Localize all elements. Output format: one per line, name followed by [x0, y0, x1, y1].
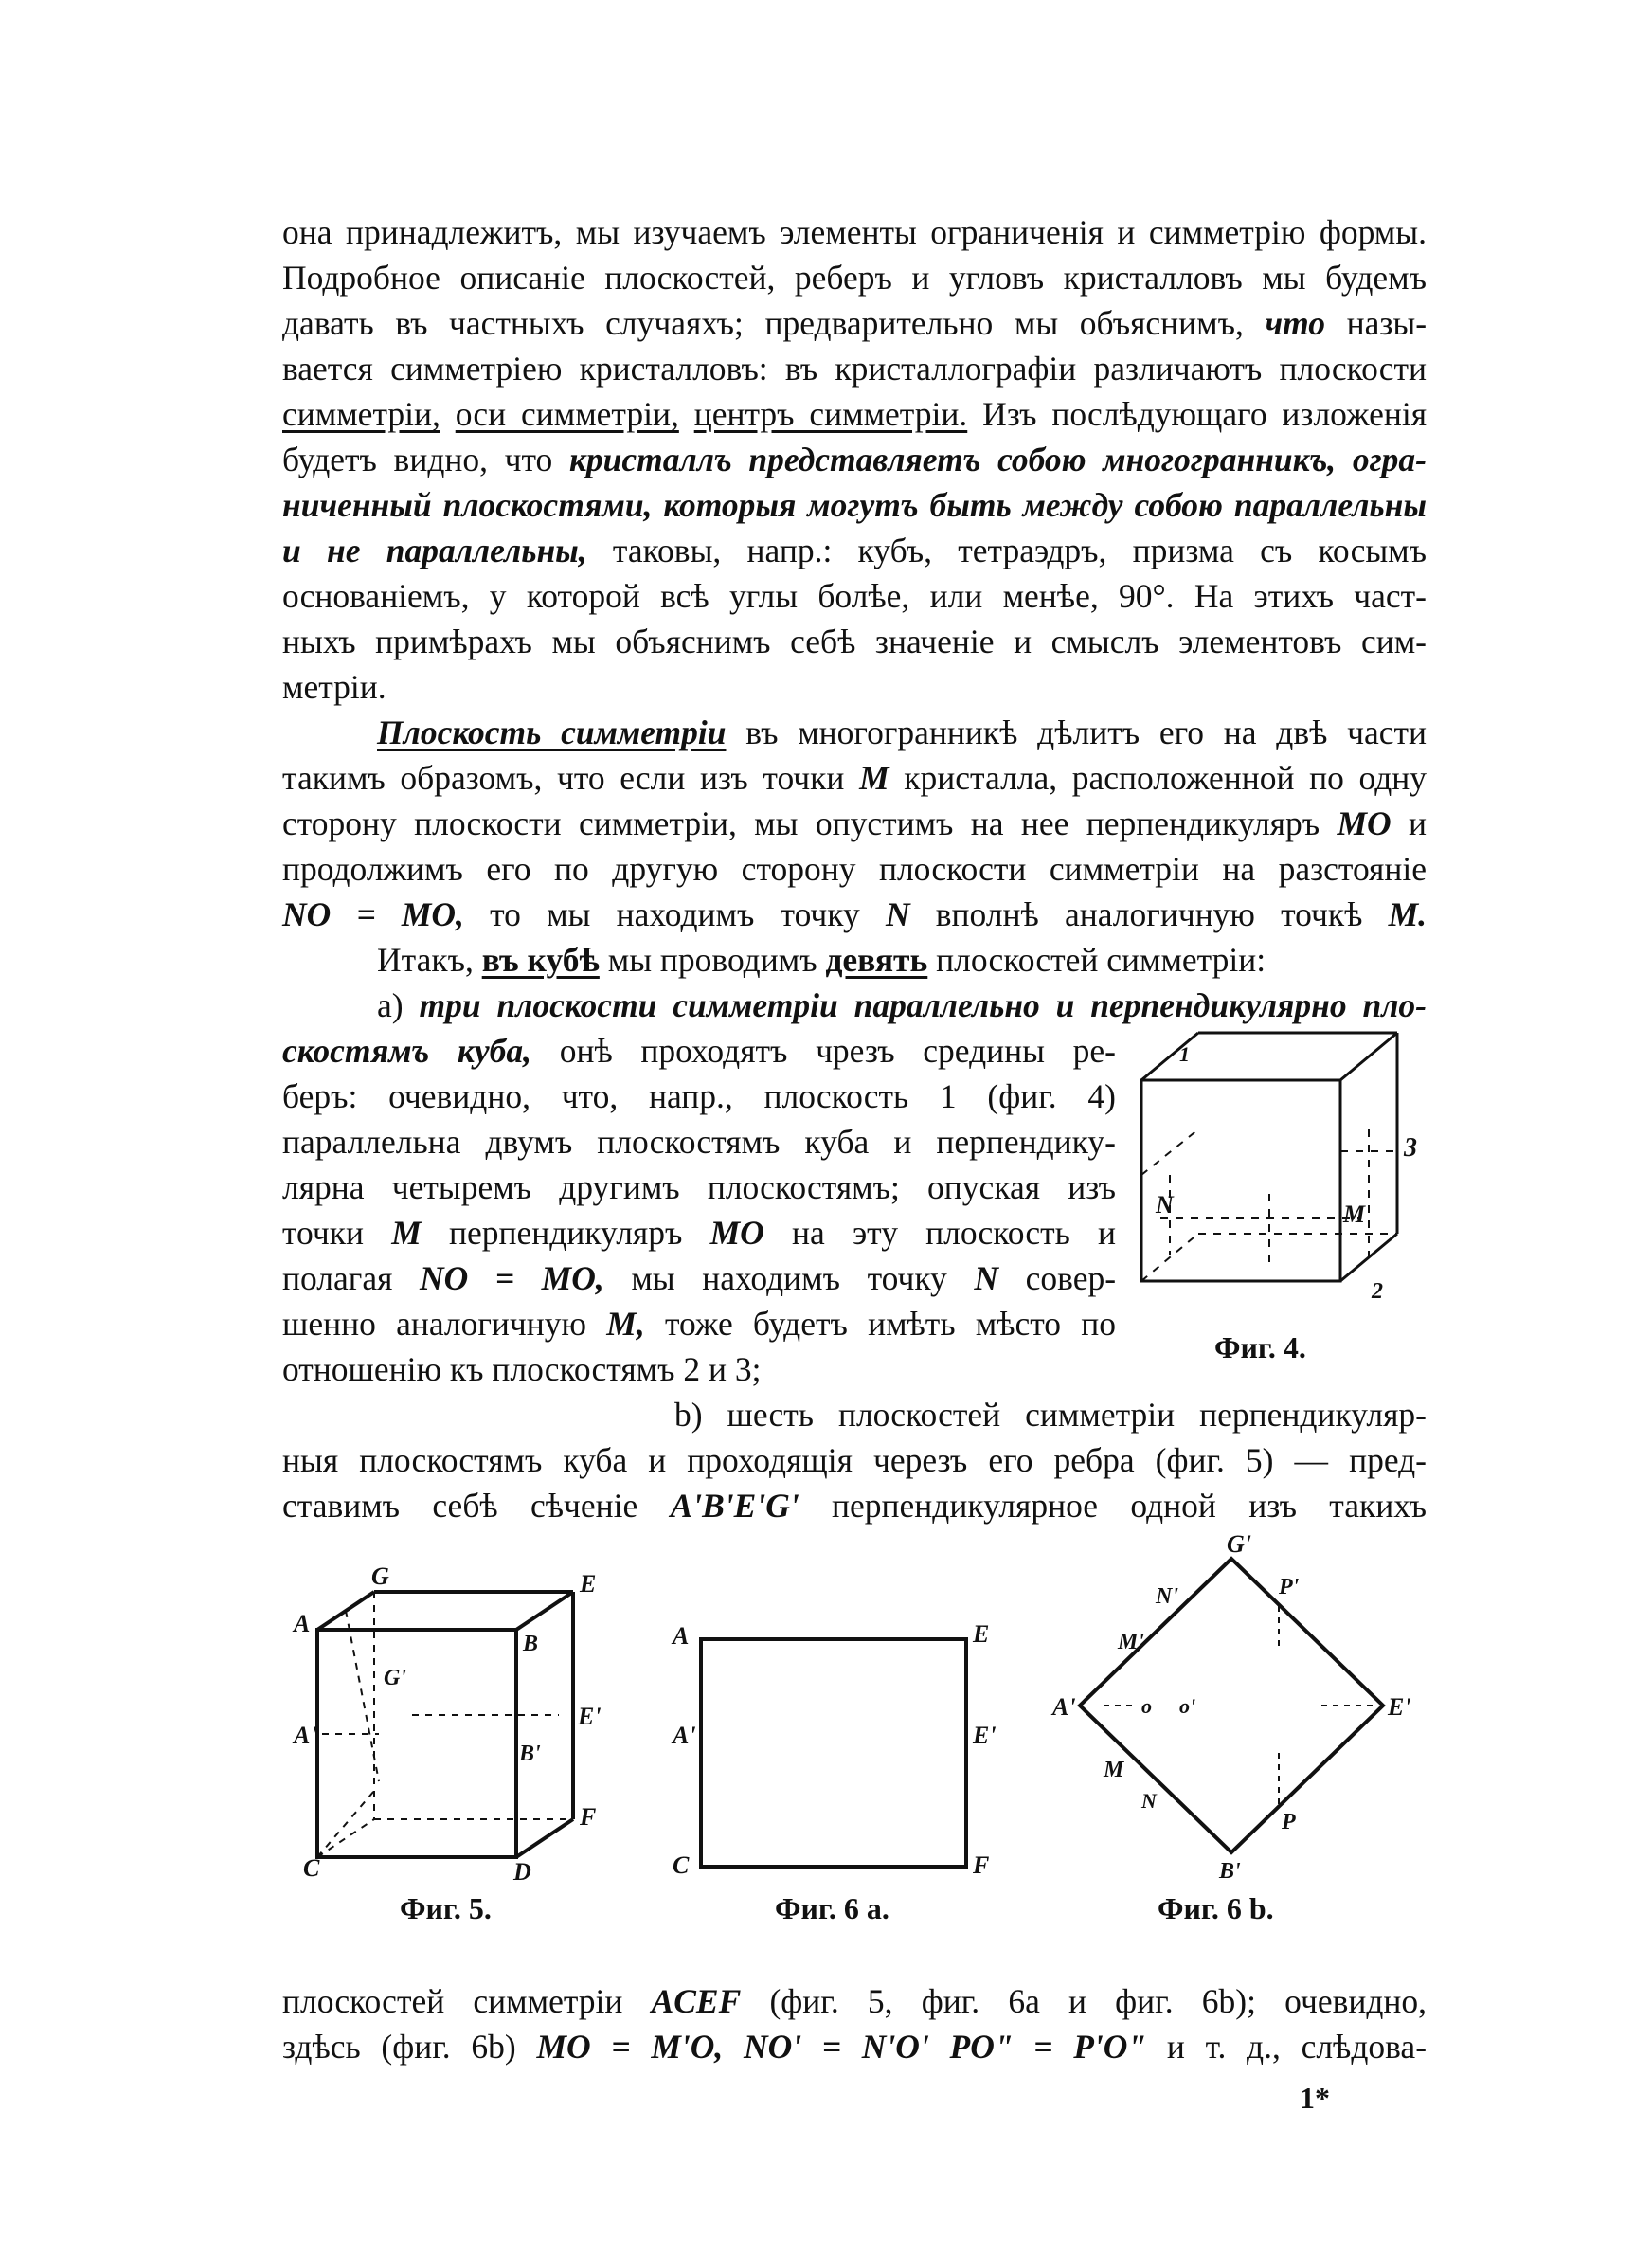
text-span: Итакъ,: [377, 941, 474, 979]
text-span: кристалла, расположенной по одну: [904, 759, 1428, 797]
text-span: вполнѣ аналогичную точкѣ: [935, 895, 1363, 933]
text-line: [282, 391, 1427, 437]
underlined-term: девять: [825, 941, 928, 979]
fig6b-label-M1: M': [1118, 1630, 1145, 1654]
text-line: она принадлежитъ, мы изучаемъ элементы ограниченія и симметрію формы.: [282, 213, 1427, 251]
text-span: мы проводимъ: [607, 941, 817, 979]
math: NO = MO,: [282, 895, 464, 933]
fig6b-label-N1: N': [1156, 1584, 1178, 1609]
fig5-label-E1: E': [578, 1703, 602, 1730]
fig6a-label-E: E: [973, 1620, 990, 1648]
text-span: a): [377, 986, 404, 1024]
underlined-term: оси симметріи,: [455, 395, 679, 433]
text-line: Подробное описаніе плоскостей, реберъ и угловъ кристалловъ мы будемъ: [282, 259, 1427, 297]
text-line: [282, 755, 1427, 801]
term: Плоскость симметріи: [377, 713, 727, 751]
text-line: [282, 1301, 1116, 1346]
text-line: [282, 892, 1427, 937]
text-span: будетъ видно, что: [282, 441, 553, 478]
fig6a-label-A: A: [673, 1622, 690, 1650]
text-line: отношенію къ плоскостямъ 2 и 3;: [282, 1350, 762, 1388]
fig4-label-2: 2: [1372, 1279, 1383, 1304]
text-span: перпендикуляръ: [448, 1214, 683, 1252]
fig6b-label-B1: B': [1219, 1859, 1241, 1884]
text-span: перпендикулярное одной изъ такихъ: [832, 1487, 1428, 1525]
math: M,: [606, 1305, 645, 1343]
text-span: здѣсь (фиг. 6b): [282, 2028, 516, 2066]
fig5-label-F: F: [580, 1803, 597, 1831]
math: MO = M'O, NO' = N'O' PO" = P'O": [536, 2028, 1147, 2066]
figure-6b-caption: Фиг. 6 b.: [1158, 1891, 1274, 1925]
emphasis: и не параллельны,: [282, 532, 587, 569]
math: M.: [1388, 895, 1428, 933]
text-line: основаніемъ, у которой всѣ углы болѣе, или менѣе, 90°. На этихъ част-: [282, 577, 1427, 615]
fig6a-label-F: F: [973, 1851, 990, 1879]
figure-4-caption: Фиг. 4.: [1214, 1330, 1306, 1364]
text-span: сторону плоскости симметріи, мы опустимъ на нее перпендикуляръ: [282, 804, 1320, 842]
text-line: [282, 1028, 1116, 1074]
text-line: b) шесть плоскостей симметріи перпендикуляр-: [674, 1396, 1427, 1434]
text-span: полагая: [282, 1259, 393, 1297]
text-span: и т. д., слѣдова-: [1166, 2028, 1428, 2066]
text-line: параллельна двумъ плоскостямъ куба и перпендику-: [282, 1123, 1116, 1161]
figure-4-cube: [1127, 1023, 1430, 1317]
math: M: [391, 1214, 422, 1252]
page-number: 1*: [1300, 2081, 1330, 2115]
math: MO: [709, 1214, 764, 1252]
underlined-term: центръ симметріи.: [693, 395, 968, 433]
math: A'B'E'G': [670, 1487, 799, 1525]
text-line: [282, 1210, 1116, 1255]
text-line: ныя плоскостямъ куба и проходящія черезъ его ребра (фиг. 5) — пред-: [282, 1441, 1427, 1479]
fig6b-label-N: N: [1141, 1789, 1157, 1813]
text-span: на эту плоскость и: [791, 1214, 1117, 1252]
fig5-label-A: A: [294, 1610, 311, 1637]
math: N: [974, 1259, 999, 1297]
text-line: лярна четыремъ другимъ плоскостямъ; опуская изъ: [282, 1168, 1116, 1206]
math: ACEF: [651, 1982, 742, 2020]
text-span: то мы находимъ точку: [490, 895, 860, 933]
text-line: метріи.: [282, 668, 386, 706]
emphasis: кристаллъ представляетъ собою многогранникъ, огра-: [568, 441, 1427, 478]
math: MO: [1337, 804, 1392, 842]
fig6b-label-G1: G': [1227, 1530, 1251, 1558]
fig4-label-M: M: [1343, 1201, 1366, 1228]
text-span: назы-: [1346, 304, 1428, 342]
math: NO = MO,: [420, 1259, 604, 1297]
figure-6a-caption: Фиг. 6 a.: [775, 1891, 889, 1925]
text-line: [282, 1483, 1427, 1528]
text-line: ниченный плоскостями, которыя могутъ быть между собою параллельны: [282, 486, 1427, 524]
fig5-label-G: G: [371, 1562, 389, 1590]
fig6b-label-A1: A': [1052, 1693, 1076, 1721]
text-line: [282, 2024, 1427, 2069]
text-line: [282, 1255, 1116, 1301]
text-line: [282, 300, 1427, 346]
fig6b-label-P: P: [1282, 1810, 1296, 1834]
text-span: плоскостей симметріи:: [936, 941, 1266, 979]
text-span: (фиг. 5, фиг. 6a и фиг. 6b); очевидно,: [769, 1982, 1428, 2020]
fig5-label-G1: G': [384, 1666, 406, 1690]
fig6a-label-E1: E': [973, 1722, 997, 1749]
fig6b-label-P1: P': [1279, 1575, 1300, 1599]
figure-6b-diamond: [1047, 1526, 1416, 1895]
text-span: таковы, напр.: кубъ, тетраэдръ, призма съ косымъ: [612, 532, 1427, 569]
fig4-label-3: 3: [1404, 1133, 1417, 1163]
text-span: и: [1409, 804, 1427, 842]
fig6b-label-o: o: [1141, 1694, 1152, 1718]
fig5-label-C: C: [303, 1854, 320, 1882]
text-span: ставимъ себѣ сѣченіе: [282, 1487, 638, 1525]
fig6b-label-o1: o': [1179, 1694, 1196, 1718]
fig5-label-B1: B': [519, 1742, 541, 1766]
fig6b-label-E1: E': [1388, 1693, 1411, 1721]
text-line: продолжимъ его по другую сторону плоскости симметріи на разстояніе: [282, 850, 1427, 888]
text-line: вается симметріею кристалловъ: въ кристаллографіи различаютъ плоскости: [282, 350, 1427, 388]
text-span: Изъ послѣдующаго изложенія: [982, 395, 1428, 433]
fig5-label-A1: A': [294, 1722, 317, 1749]
text-span: такимъ образомъ, что если изъ точки: [282, 759, 845, 797]
text-span: давать въ частныхъ случаяхъ; предварительно мы объяснимъ,: [282, 304, 1244, 342]
fig5-label-E: E: [580, 1570, 597, 1598]
text-span: совер-: [1025, 1259, 1117, 1297]
figure-5-caption: Фиг. 5.: [400, 1891, 492, 1925]
text-line: [377, 937, 1427, 983]
fig4-label-1: 1: [1179, 1042, 1190, 1066]
figure-6a-rectangle: [668, 1616, 1004, 1890]
text-span: плоскостей симметріи: [282, 1982, 623, 2020]
text-line: ныхъ примѣрахъ мы объяснимъ себѣ значеніе и смыслъ элементовъ сим-: [282, 623, 1427, 660]
math: M: [859, 759, 889, 797]
text-span: шенно аналогичную: [282, 1305, 587, 1343]
text-line: [282, 801, 1427, 846]
fig5-label-B: B: [523, 1632, 539, 1656]
fig6a-label-A1: A': [673, 1722, 696, 1749]
text-line: [377, 983, 1427, 1028]
underlined-term: симметріи,: [282, 395, 440, 433]
text-span: тоже будетъ имѣть мѣсто по: [664, 1305, 1117, 1343]
math: N: [885, 895, 910, 933]
text-line: беръ: очевидно, что, напр., плоскость 1 (фиг. 4): [282, 1077, 1116, 1115]
text-line: [282, 437, 1427, 482]
text-line: [282, 528, 1427, 573]
text-span: что: [1265, 304, 1325, 342]
text-span: въ многогранникѣ дѣлитъ его на двѣ части: [745, 713, 1427, 751]
fig4-label-N: N: [1156, 1191, 1174, 1219]
fig6a-label-C: C: [673, 1851, 690, 1879]
figure-5-cube: [284, 1563, 625, 1895]
text-span: точки: [282, 1214, 364, 1252]
fig5-label-D: D: [513, 1858, 531, 1886]
text-span: онѣ проходятъ чрезъ средины ре-: [559, 1032, 1117, 1070]
underlined-term: въ кубѣ: [481, 941, 600, 979]
fig6b-label-M: M: [1104, 1758, 1124, 1782]
emphasis: скостямъ куба,: [282, 1032, 532, 1070]
text-line: [377, 710, 1427, 755]
emphasis: три плоскости симметріи параллельно и перпендикулярно пло-: [419, 986, 1427, 1024]
text-span: мы находимъ точку: [631, 1259, 947, 1297]
text-line: [282, 1978, 1427, 2024]
